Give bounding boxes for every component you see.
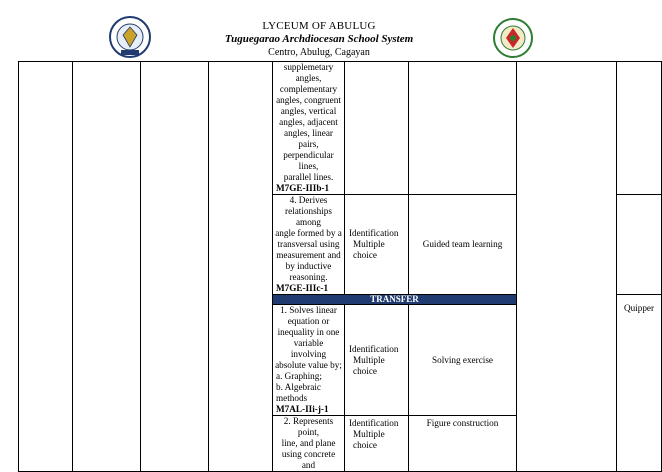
competency-text: 1. Solves linear equation or inequality in one variable involving absolute value by;: [275, 305, 342, 370]
resource-cell: [617, 195, 662, 295]
assessment-type: Multiple choice: [353, 354, 385, 376]
strategy-text: Solving exercise: [432, 354, 493, 365]
competency-list-item: b. Algebraic: [276, 382, 321, 392]
curriculum-map-table: [18, 61, 662, 472]
competency-cell: [273, 416, 345, 472]
empty-cell: [517, 62, 617, 472]
assessment-cell: [345, 305, 409, 416]
competency-text: 2. Represents point, line, and plane using concrete and: [281, 416, 336, 470]
resource-cell: [617, 62, 662, 195]
school-address: Centro, Abulug, Cagayan: [268, 47, 370, 58]
strategy-cell: [409, 305, 517, 416]
school-system-seal-logo: [492, 17, 534, 59]
assessment-type: Identification: [349, 418, 399, 428]
empty-cell: [141, 62, 209, 472]
competency-text: 4. Derives relationships among angle formed by a transversal using measurement and by inductive reasoning.: [275, 195, 342, 282]
competency-code: M7GE-IIIb-1: [276, 183, 330, 193]
resource-cell: [617, 295, 662, 472]
assessment-cell: [345, 62, 409, 195]
school-system: Tuguegarao Archdiocesan School System: [224, 33, 414, 45]
competency-list-item: a. Graphing;: [276, 371, 322, 381]
assessment-type: Identification: [349, 228, 399, 238]
competency-cell: [273, 305, 345, 416]
document-header: [0, 0, 638, 60]
strategy-text: Guided team learning: [422, 239, 503, 249]
empty-cell: [73, 62, 141, 472]
competency-cell: [273, 62, 345, 195]
empty-cell: [209, 62, 273, 472]
strategy-cell: [409, 416, 517, 472]
competency-code: M7AL-IIi-j-1: [276, 404, 329, 414]
assessment-type: Identification: [349, 343, 399, 354]
competency-cell: [273, 195, 345, 295]
strategy-cell: [409, 62, 517, 195]
assessment-type: Multiple choice: [353, 239, 385, 260]
empty-cell: [19, 62, 73, 472]
table-row: [19, 62, 662, 195]
resource-text: Quipper: [623, 303, 655, 313]
competency-code: M7GE-IIIc-1: [276, 283, 329, 293]
competency-text: supplemetary angles, complementary angles, congruent angles, vertical angles, adjacent angles, linear pairs, perpendicular lines, parallel lines.: [276, 62, 341, 182]
school-name: LYCEUM OF ABULUG: [262, 20, 376, 32]
competency-list-item: methods: [276, 393, 308, 403]
assessment-cell: [345, 416, 409, 472]
strategy-cell: [409, 195, 517, 295]
strategy-text: Figure construction: [426, 418, 499, 428]
assessment-type: Multiple choice: [353, 429, 385, 450]
assessment-cell: [345, 195, 409, 295]
transfer-banner: TRANSFER: [273, 295, 517, 305]
